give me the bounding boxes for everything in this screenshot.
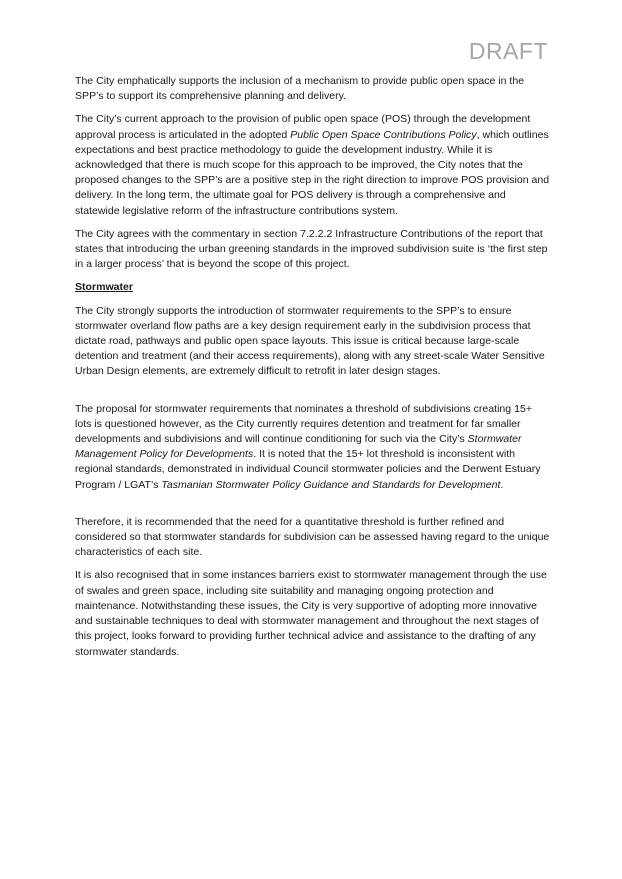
text-span: The proposal for stormwater requirements that nominates a threshold of subdivisions creating 15+ lots is questioned however, as the City currently requires detention and treatment for far smaller developments and subdivisions and will continue conditioning for such via the City’s [75, 402, 532, 446]
policy-title: Public Open Space Contributions Policy [290, 128, 477, 141]
text-span: The City’s current approach to the provision of public open space (POS) through the development approval process is articulated in the adopted [75, 113, 531, 141]
draft-watermark: DRAFT [468, 38, 548, 64]
section-heading-stormwater: Stormwater [75, 281, 134, 294]
text-span: . [500, 478, 504, 491]
text-span: . It is noted that the 15+ lot threshold is inconsistent with regional standards, demonstrated in individual Council stormwater policies and the Derwent Estuary Program / LGAT’s [75, 448, 541, 491]
policy-title: Tasmanian Stormwater Policy Guidance and Standards for Development [161, 478, 501, 491]
paragraph-pos-approach [75, 112, 551, 218]
paragraph-stormwater-threshold [75, 402, 551, 493]
paragraph-barriers: It is also recognised that in some instances barriers exist to stormwater management through the use of swales and green space, including site suitability and managing ongoing protection and maintenance. Notwithstanding these issues, the City is very supportive of adopting more innovative and sustainable techniques to deal with stormwater management and throughout the next stages of this project, looks forward to providing further technical advice and assistance to the drafting of any stormwater standards. [75, 569, 547, 658]
paragraph-urban-greening: The City agrees with the commentary in section 7.2.2.2 Infrastructure Contributions of the report that states that introducing the urban greening standards in the improved subdivision suite is ‘the first step in a larger process’ that is beyond the scope of this project. [75, 227, 548, 271]
paragraph-pos-support: The City emphatically supports the inclusion of a mechanism to provide public open space in the SPP’s to support its comprehensive planning and delivery. [75, 75, 525, 103]
paragraph-stormwater-support: The City strongly supports the introduction of stormwater requirements to the SPP’s to ensure stormwater overland flow paths are a key design requirement early in the subdivision process that dictate road, pathways and public open space layouts. This issue is critical because large-scale detention and treatment (and their access requirements), along with any street-scale Water Sensitive Urban Design elements, are extremely difficult to retrofit in later design stages. [75, 304, 545, 378]
paragraph-threshold-recommendation: Therefore, it is recommended that the need for a quantitative threshold is further refined and considered so that stormwater standards for subdivision can be assessed having regard to the unique characteristics of each site. [75, 515, 550, 559]
policy-title: Stormwater Management Policy for Developments [75, 433, 522, 461]
text-span: , which outlines expectations and best practice methodology to guide the development industry. While it is acknowledged that there is much scope for this approach to be improved, the City notes that the proposed changes to the SPP’s are a positive step in the right direction to improve POS provision and delivery. In the long term, the ultimate goal for POS delivery is through a comprehensive and statewide legislative reform of the infrastructure contributions system. [75, 128, 550, 217]
document-body [75, 74, 551, 668]
